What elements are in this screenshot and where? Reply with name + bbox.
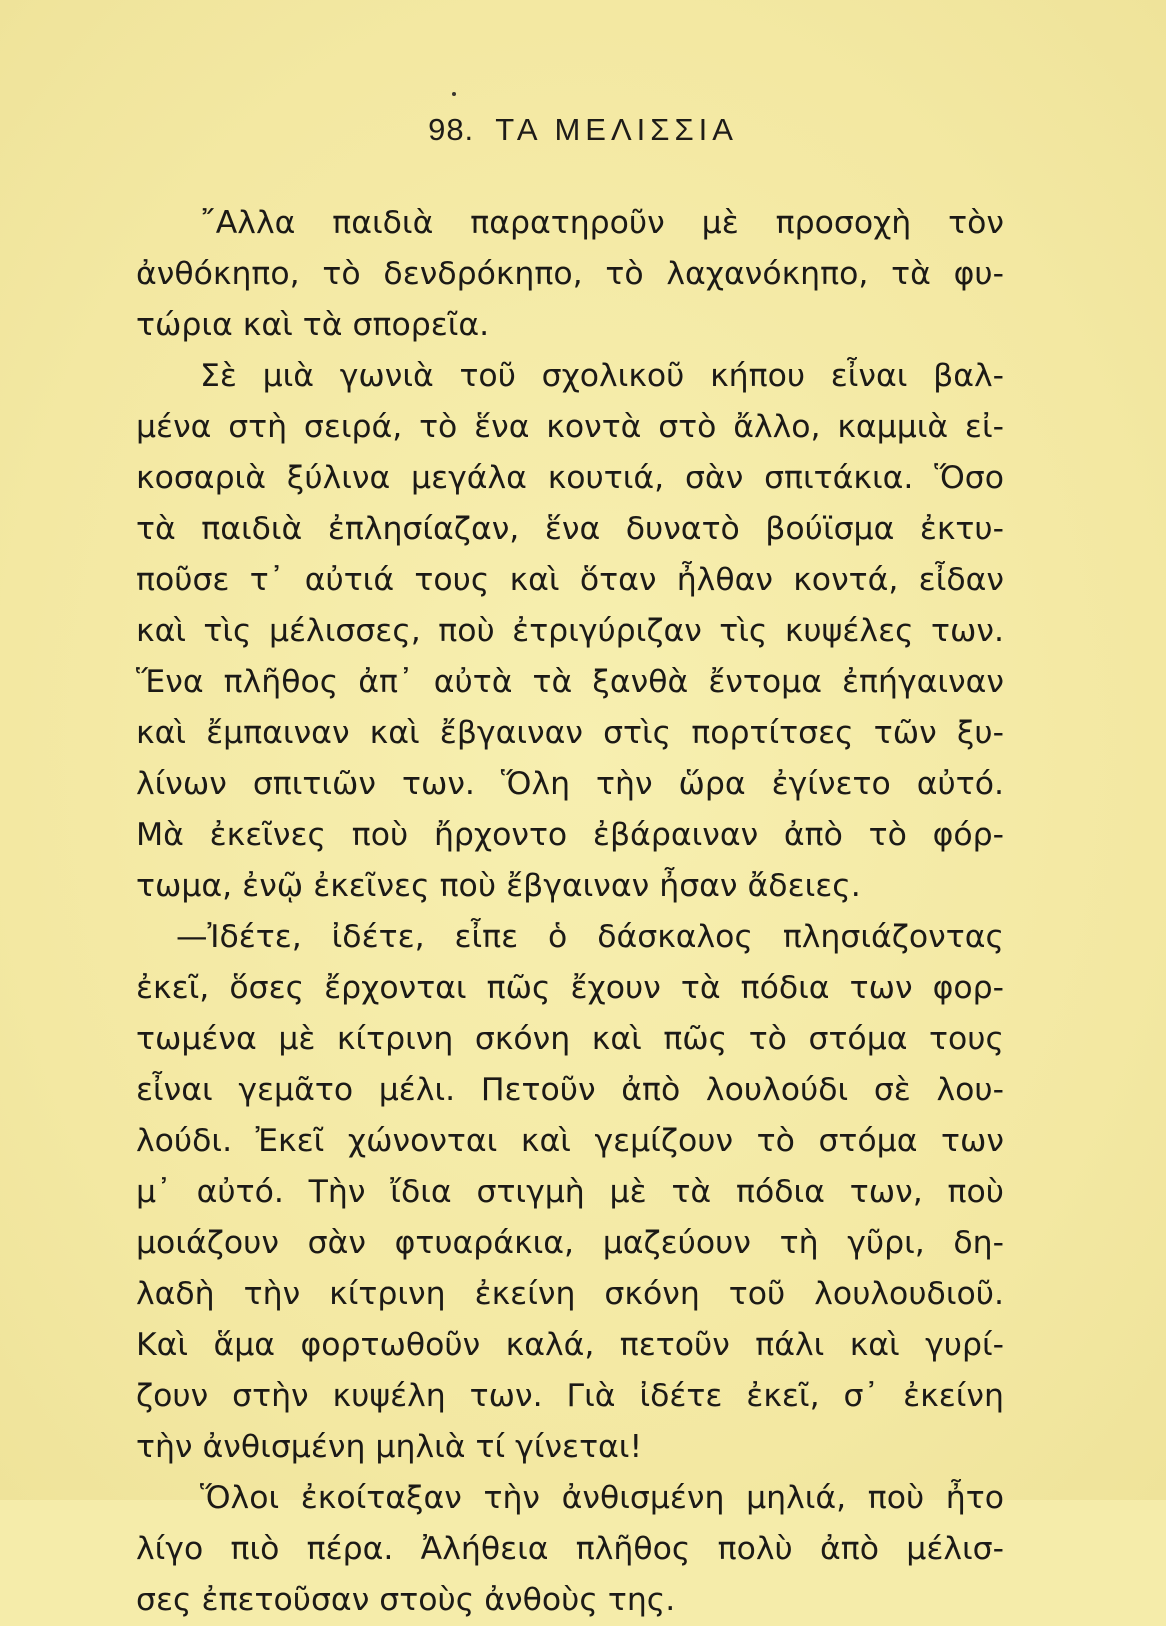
text-line: Ἕνα πλῆθος ἀπ᾽ αὐτὰ τὰ ξανθὰ ἔντομα ἐπήγαιναν bbox=[136, 664, 1004, 700]
text-line: τὰ παιδιὰ ἐπλησίαζαν, ἕνα δυνατὸ βούϊσμα ἐκτυ- bbox=[136, 511, 1004, 547]
text-line: ἀνθόκηπο, τὸ δενδρόκηπο, τὸ λαχανόκηπο, τὰ φυ- bbox=[136, 256, 1004, 292]
text-line: τωμα, ἐνῷ ἐκεῖνες ποὺ ἔβγαιναν ἦσαν ἄδειες. bbox=[136, 868, 861, 904]
text-line: κοσαριὰ ξύλινα μεγάλα κουτιά, σὰν σπιτάκια. Ὅσο bbox=[136, 460, 1004, 496]
text-line: λίγο πιὸ πέρα. Ἀλήθεια πλῆθος πολὺ ἀπὸ μέλισ- bbox=[136, 1531, 1004, 1567]
chapter-heading: ΤΑ ΜΕΛΙΣΣΙΑ bbox=[495, 112, 738, 147]
text-line: Σὲ μιὰ γωνιὰ τοῦ σχολικοῦ κήπου εἶναι βαλ- bbox=[200, 358, 1004, 394]
text-line: Καὶ ἅμα φορτωθοῦν καλά, πετοῦν πάλι καὶ γυρί- bbox=[136, 1327, 1004, 1363]
text-line: —Ἰδέτε, ἰδέτε, εἶπε ὁ δάσκαλος πλησιάζοντας bbox=[176, 919, 1004, 955]
text-line: μοιάζουν σὰν φτυαράκια, μαζεύουν τὴ γῦρι, δη- bbox=[136, 1225, 1004, 1261]
text-line: εἶναι γεμᾶτο μέλι. Πετοῦν ἀπὸ λουλούδι σὲ λου- bbox=[136, 1072, 1004, 1108]
text-line: σες ἐπετοῦσαν στοὺς ἀνθοὺς της. bbox=[136, 1582, 676, 1618]
chapter-title bbox=[0, 112, 1166, 148]
text-line: καὶ τὶς μέλισσες, ποὺ ἐτριγύριζαν τὶς κυψέλες των. bbox=[136, 613, 1004, 649]
text-line: ζουν στὴν κυψέλη των. Γιὰ ἰδέτε ἐκεῖ, σ᾽ ἐκείνη bbox=[136, 1378, 1004, 1414]
text-line: ῎Αλλα παιδιὰ παρατηροῦν μὲ προσοχὴ τὸν bbox=[200, 205, 1004, 241]
text-line: μένα στὴ σειρά, τὸ ἕνα κοντὰ στὸ ἄλλο, καμμιὰ εἰ- bbox=[136, 409, 1004, 445]
chapter-number: 98. bbox=[428, 112, 475, 147]
text-line: ἐκεῖ, ὅσες ἔρχονται πῶς ἔχουν τὰ πόδια των φορ- bbox=[136, 970, 1004, 1006]
text-line: Ὅλοι ἐκοίταξαν τὴν ἀνθισμένη μηλιά, ποὺ ἦτο bbox=[200, 1480, 1004, 1516]
text-line: τωμένα μὲ κίτρινη σκόνη καὶ πῶς τὸ στόμα τους bbox=[136, 1021, 1004, 1057]
chapter-body bbox=[136, 198, 1004, 1626]
text-line: μ᾽ αὐτό. Τὴν ἴδια στιγμὴ μὲ τὰ πόδια των, ποὺ bbox=[136, 1174, 1004, 1210]
text-line: καὶ ἔμπαιναν καὶ ἔβγαιναν στὶς πορτίτσες τῶν ξυ- bbox=[136, 715, 1004, 751]
text-line: τὴν ἀνθισμένη μηλιὰ τί γίνεται! bbox=[136, 1429, 643, 1465]
text-line: λούδι. Ἐκεῖ χώνονται καὶ γεμίζουν τὸ στόμα των bbox=[136, 1123, 1004, 1159]
page-mark bbox=[452, 92, 456, 96]
text-line: ποῦσε τ᾽ αὐτιά τους καὶ ὅταν ἦλθαν κοντά, εἶδαν bbox=[136, 562, 1004, 598]
text-line: λίνων σπιτιῶν των. Ὅλη τὴν ὥρα ἐγίνετο αὐτό. bbox=[136, 766, 1004, 802]
text-line: τώρια καὶ τὰ σπορεῖα. bbox=[136, 307, 490, 343]
text-line: λαδὴ τὴν κίτρινη ἐκείνη σκόνη τοῦ λουλουδιοῦ. bbox=[136, 1276, 1004, 1312]
text-line: Μὰ ἐκεῖνες ποὺ ἤρχοντο ἐβάραιναν ἀπὸ τὸ φόρ- bbox=[136, 817, 1004, 853]
